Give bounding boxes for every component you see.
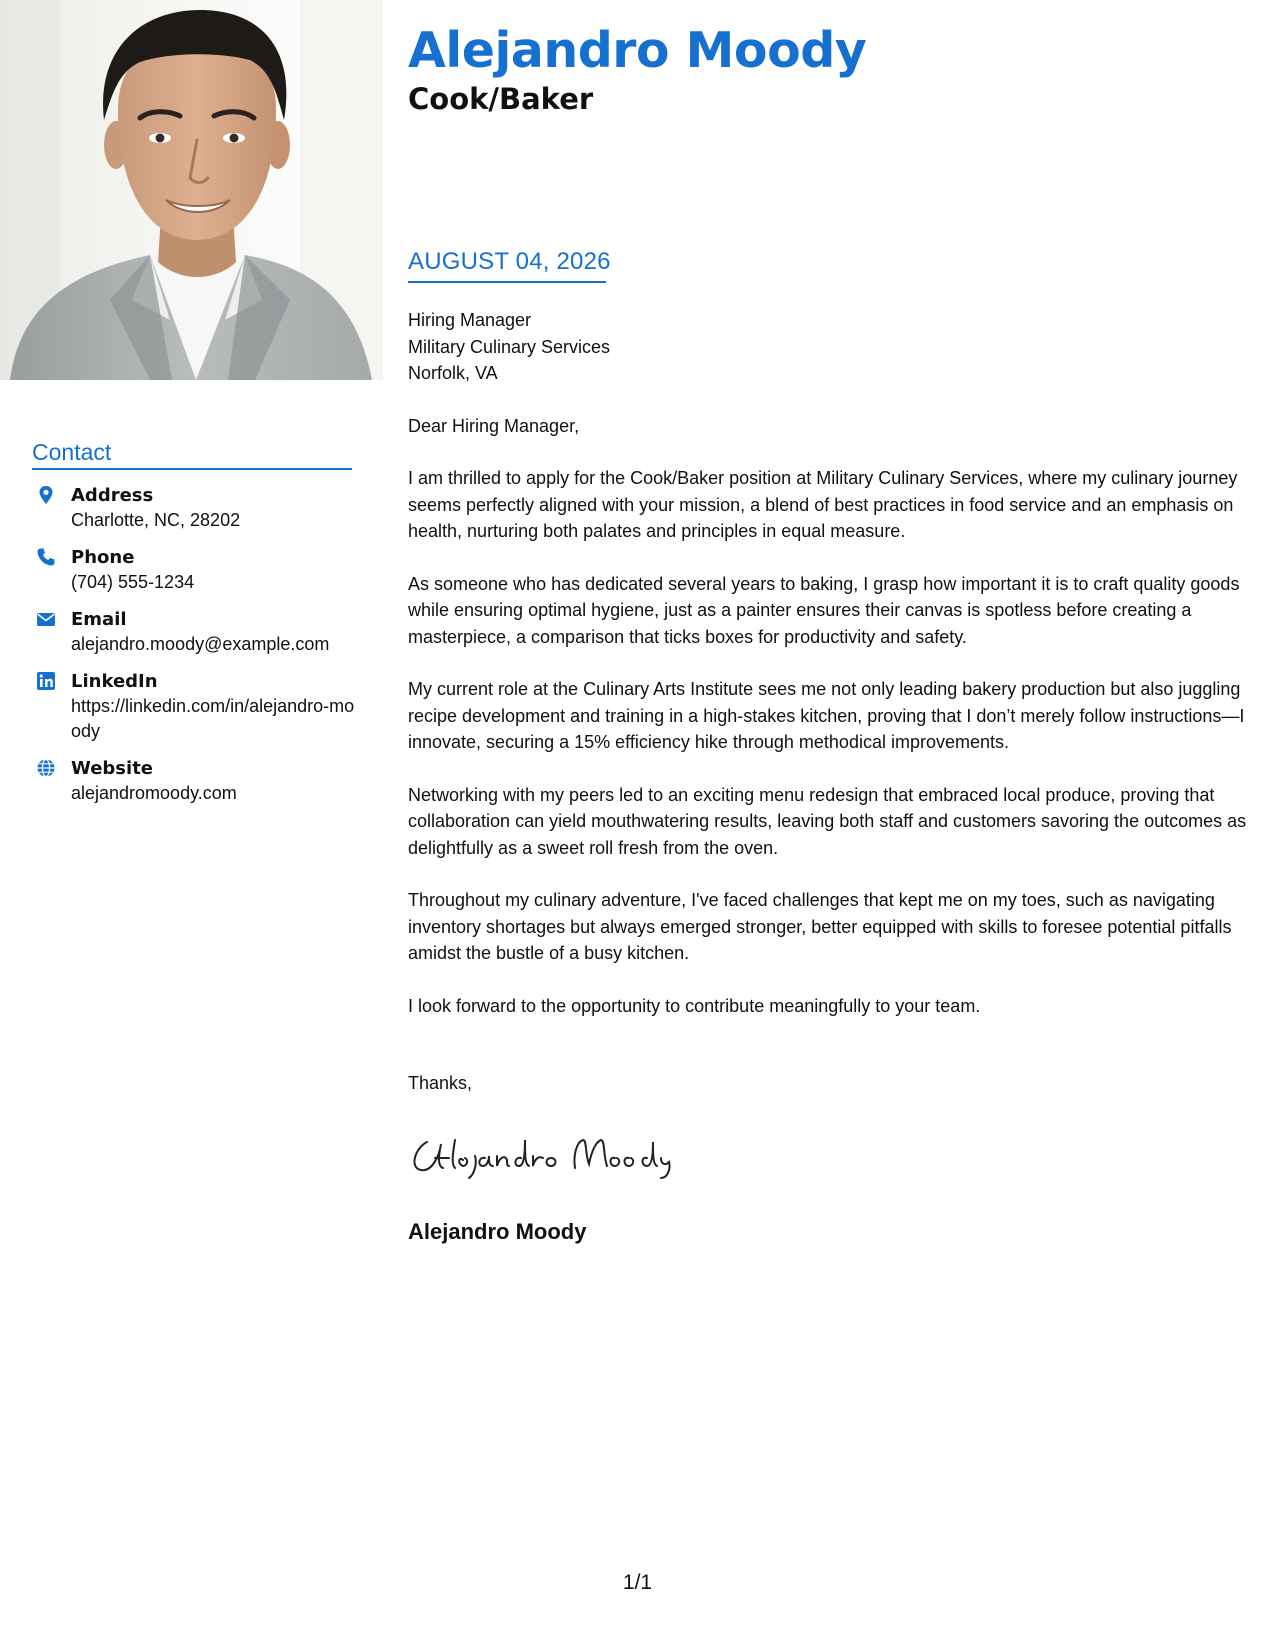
date-block [408, 248, 611, 283]
page-number: 1/1 [622, 1571, 653, 1594]
job-title: Cook/Baker [408, 82, 594, 116]
contact-item-email [32, 607, 362, 657]
signed-name: Alejandro Moody [408, 1219, 587, 1244]
contact-item-phone [32, 545, 362, 595]
contact-item-address [32, 483, 362, 533]
recipient-line: Hiring Manager [408, 310, 532, 330]
body-paragraph: My current role at the Culinary Arts Institute sees me not only leading bakery production but also juggling recipe development and training in a high-stakes kitchen, proving that I don’t merely follow instructions—I innovate, securing a 15% efficiency hike through methodical improvements. [408, 679, 1245, 752]
salutation: Dear Hiring Manager, [408, 415, 580, 436]
map-pin-icon [36, 485, 56, 505]
contact-label: LinkedIn [71, 671, 158, 692]
contact-value: (704) 555-1234 [71, 572, 195, 592]
recipient-block [408, 307, 1253, 387]
closing: Thanks, [408, 1073, 473, 1093]
contact-item-linkedin [32, 669, 362, 744]
recipient-line: Military Culinary Services [408, 336, 611, 357]
applicant-name: Alejandro Moody [408, 22, 867, 79]
letter-body [408, 307, 1253, 1097]
contact-label: Email [71, 609, 127, 630]
contact-item-website [32, 756, 362, 806]
body-paragraph: I am thrilled to apply for the Cook/Baker position at Military Culinary Services, where my culinary journey seems perfectly aligned with your mission, a blend of best practices in food service and an emphasis on health, nurturing both palates and principles in equal measure. [408, 468, 1238, 541]
contact-value[interactable]: alejandro.moody@example.com [71, 634, 330, 654]
envelope-icon [36, 609, 56, 629]
contact-label: Website [71, 758, 154, 779]
letter-date: AUGUST 04, 2026 [408, 248, 611, 275]
contact-label: Phone [71, 547, 135, 568]
linkedin-icon [36, 671, 56, 691]
contact-value: Charlotte, NC, 28202 [71, 510, 241, 530]
body-paragraph: As someone who has dedicated several years to baking, I grasp how important it is to craft quality goods while ensuring optimal hygiene, just as a painter ensures their canvas is spotless before creating a masterpiece, a comparison that ticks boxes for productivity and safety. [408, 573, 1240, 647]
signature-image [405, 1130, 675, 1180]
body-paragraph: Throughout my culinary adventure, I've faced challenges that kept me on my toes, such as navigating inventory shortages but always emerged stronger, better equipped with skills to foresee potential pitfalls amidst the bustle of a busy kitchen. [408, 890, 1232, 963]
contact-value[interactable]: alejandromoody.com [71, 783, 237, 803]
profile-photo [0, 0, 383, 380]
body-paragraph: Networking with my peers led to an exciting menu redesign that embraced local produce, proving that collaboration can yield mouthwatering results, leaving both staff and customers savoring the outcomes as delightfully as a sweet roll fresh from the oven. [408, 784, 1247, 858]
globe-icon [36, 758, 56, 778]
body-paragraph: I look forward to the opportunity to contribute meaningfully to your team. [408, 995, 981, 1016]
contact-title: Contact [32, 439, 112, 465]
contact-label: Address [71, 485, 154, 506]
recipient-line: Norfolk, VA [408, 363, 498, 383]
contact-heading [32, 439, 352, 470]
contact-value[interactable]: https://linkedin.com/in/alejandro-moody [71, 696, 355, 741]
contact-list [32, 483, 362, 818]
phone-icon [36, 547, 56, 567]
